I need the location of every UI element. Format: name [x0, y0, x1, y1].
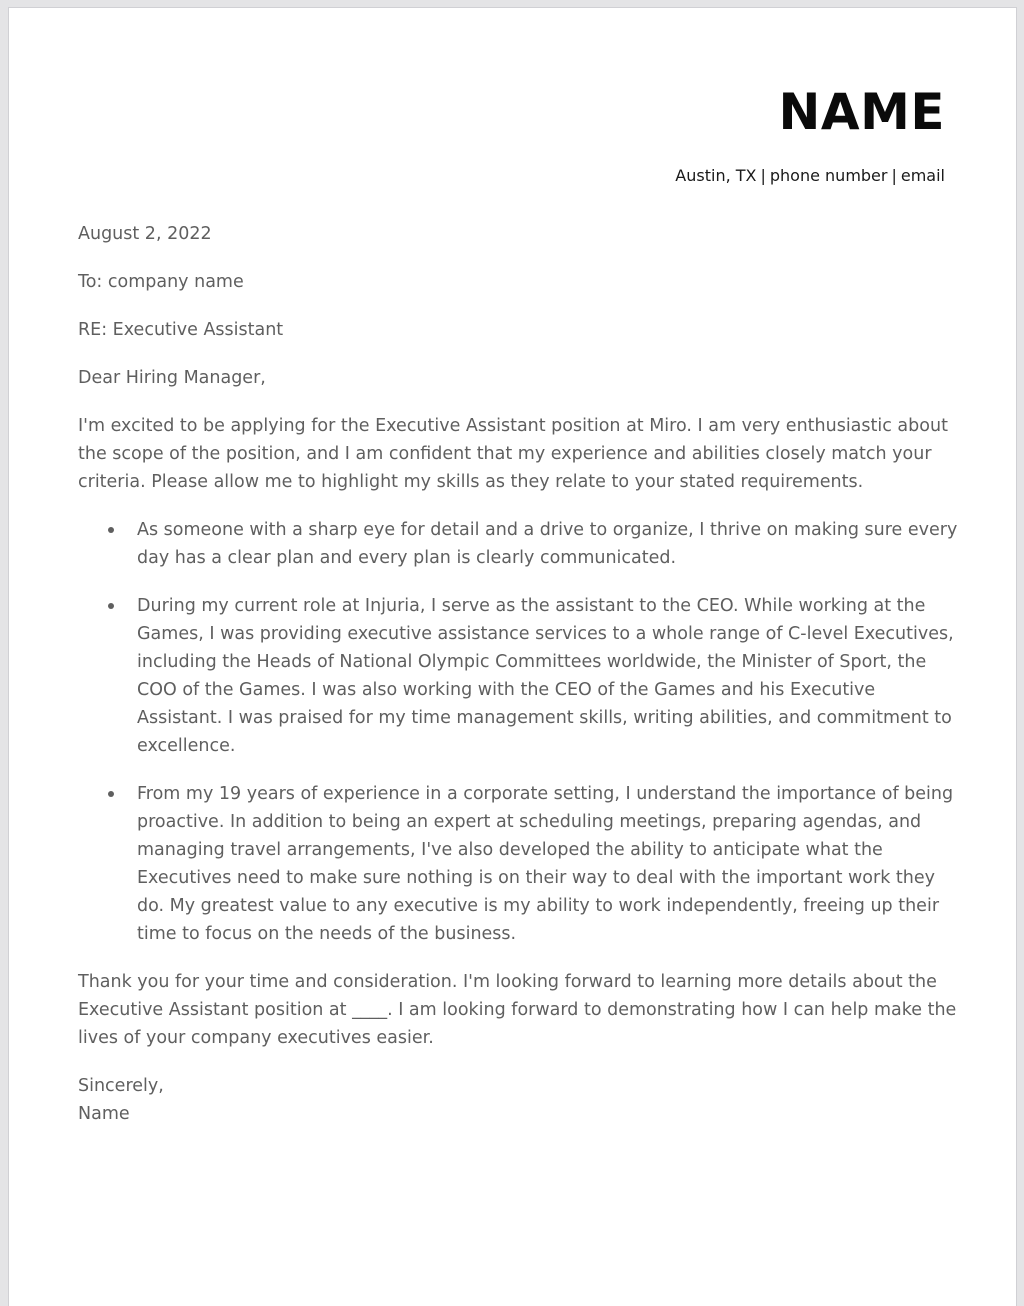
bullet-item	[137, 516, 958, 572]
contact-phone: phone number	[769, 166, 888, 185]
bullet-item	[137, 780, 958, 948]
letter-subject: RE: Executive Assistant	[78, 320, 284, 340]
letter-salutation: Dear Hiring Manager,	[78, 368, 266, 388]
contact-email: email	[900, 166, 945, 185]
bullet-dot-icon	[108, 791, 114, 797]
contact-location: Austin, TX	[675, 166, 757, 185]
document-page	[8, 7, 1017, 1306]
bullet-text: From my 19 years of experience in a corporate setting, I understand the importance of being proactive. In addition to being an expert at scheduling meetings, preparing agendas, and managing travel arrangements, I've also developed the ability to anticipate what the Executives need to make sure nothing is on their way to deal with the important work they do. My greatest value to any executive is my ability to work independently, freeing up their time to focus on the needs of the business.	[137, 784, 954, 944]
letter-intro-paragraph: I'm excited to be applying for the Executive Assistant position at Miro. I am very enthusiastic about the scope of the position, and I am confident that my experience and abilities closely match your criteria. Please allow me to highlight my skills as they relate to your stated requirements.	[78, 416, 948, 492]
letter-body	[78, 220, 958, 1148]
bullet-text: As someone with a sharp eye for detail and a drive to organize, I thrive on making sure every day has a clear plan and every plan is clearly communicated.	[137, 520, 958, 568]
bullet-dot-icon	[108, 603, 114, 609]
skills-bullet-list	[78, 516, 958, 948]
letter-signature: Name	[78, 1104, 130, 1124]
letter-signoff	[78, 1072, 958, 1128]
bullet-text: During my current role at Injuria, I serve as the assistant to the CEO. While working at the Games, I was providing executive assistance services to a whole range of C-level Executives, including the Heads of National Olympic Committees worldwide, the Minister of Sport, the COO of the Games. I was also working with the CEO of the Games and his Executive Assistant. I was praised for my time management skills, writing abilities, and commitment to excellence.	[137, 596, 954, 756]
contact-separator: |	[891, 166, 897, 185]
letter-recipient: To: company name	[78, 272, 244, 292]
bullet-item	[137, 592, 958, 760]
bullet-dot-icon	[108, 527, 114, 533]
contact-line	[675, 165, 945, 187]
letter-thanks-paragraph: Thank you for your time and consideration. I'm looking forward to learning more details about the Executive Assistant position at ____. I am looking forward to demonstrating how I can help make the lives of your company executives easier.	[78, 972, 957, 1048]
letter-closing: Sincerely,	[78, 1076, 164, 1096]
applicant-name-heading: NAME	[778, 83, 945, 141]
contact-separator: |	[760, 166, 766, 185]
letter-date: August 2, 2022	[78, 224, 212, 244]
